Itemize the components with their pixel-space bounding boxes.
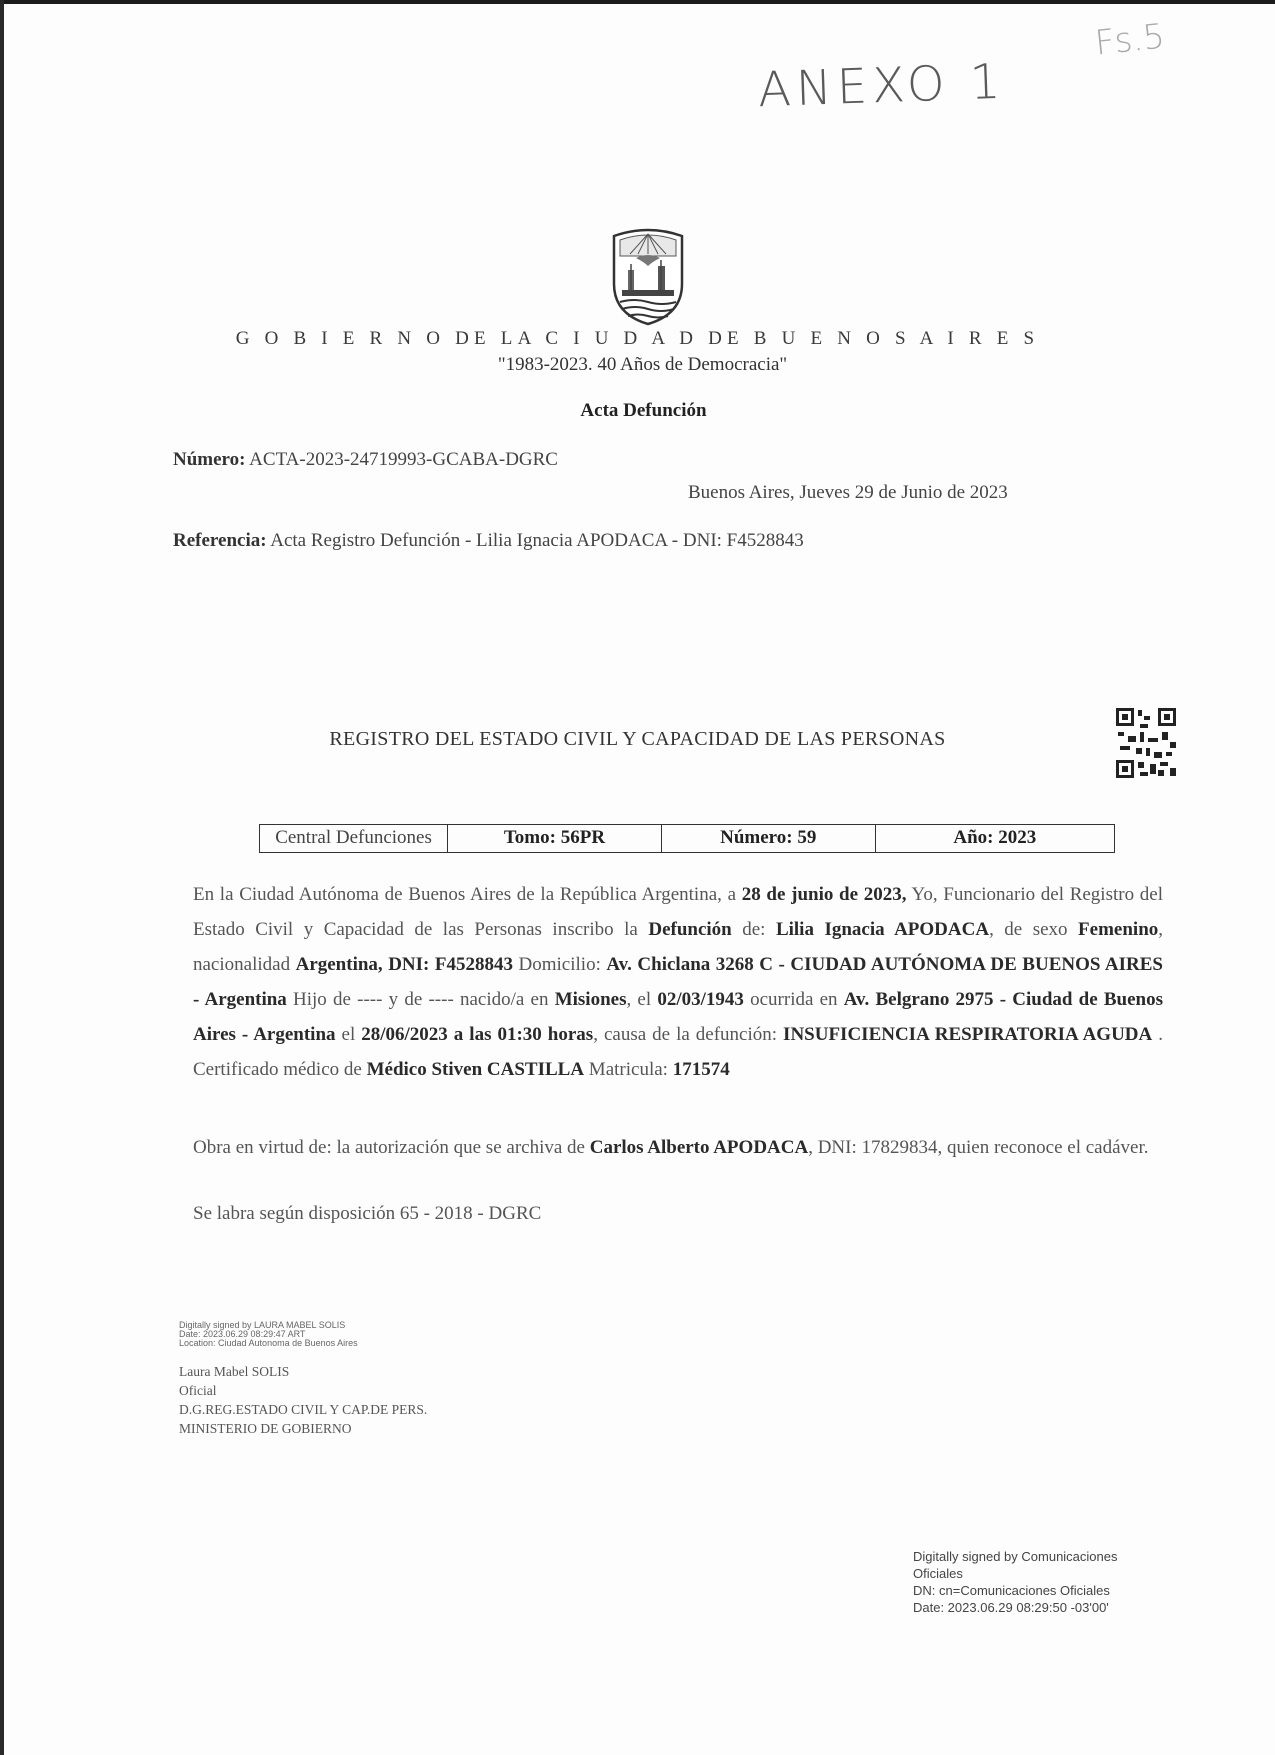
text-run: ocurrida en bbox=[743, 989, 844, 1010]
emphasized-text: INSUFICIENCIA RESPIRATORIA AGUDA bbox=[783, 1024, 1153, 1045]
text-run: Domicilio: bbox=[513, 954, 607, 975]
emphasized-text: Av. Belgrano 2975 - Ciudad de Buenos Aires - Argentina bbox=[193, 989, 1164, 1045]
digital-signature-official bbox=[179, 1321, 358, 1348]
registry-data-table bbox=[259, 824, 1115, 853]
signature-line: Location: Ciudad Autonoma de Buenos Aires bbox=[179, 1338, 358, 1348]
emphasized-text: Defunción bbox=[648, 919, 732, 940]
signer-ministry: MINISTERIO DE GOBIERNO bbox=[179, 1421, 352, 1436]
document-number-value: ACTA-2023-24719993-GCABA-DGRC bbox=[249, 449, 558, 470]
text-run: , el bbox=[626, 989, 658, 1010]
anio-cell: Año: 2023 bbox=[875, 825, 1114, 853]
signer-position: Oficial bbox=[179, 1383, 217, 1398]
signature-line: Digitally signed by LAURA MABEL SOLIS bbox=[179, 1320, 346, 1330]
text-run: , causa de la defunción: bbox=[593, 1024, 784, 1045]
text-run: En la Ciudad Autónoma de Buenos Aires de la República Argentina, a bbox=[193, 884, 742, 905]
anniversary-motto: "1983-2023. 40 Años de Democracia" bbox=[497, 354, 788, 375]
document-number-label: Número: bbox=[173, 449, 246, 470]
emphasized-text: Lilia Ignacia APODACA bbox=[775, 919, 990, 940]
text-run: de: bbox=[731, 919, 776, 940]
emphasized-text: Carlos Alberto APODACA bbox=[589, 1137, 809, 1158]
text-run: Matricula: bbox=[584, 1059, 673, 1080]
signature-line: Date: 2023.06.29 08:29:50 -03'00' bbox=[913, 1600, 1109, 1615]
authorization-paragraph bbox=[193, 1139, 1163, 1156]
text-run: Yo, Funcionario del Registro del Estado Civil y Capacidad de las Personas inscribo la bbox=[193, 884, 1163, 940]
emphasized-text: Av. Chiclana 3268 C - CIUDAD AUTÓNOMA DE BUENOS AIRES - Argentina bbox=[193, 954, 1163, 1010]
city-coat-of-arms-icon bbox=[608, 226, 688, 326]
text-run: . Certificado médico de bbox=[193, 1024, 1164, 1080]
document-number bbox=[173, 449, 558, 471]
emphasized-text: Argentina, DNI: F4528843 bbox=[295, 954, 513, 975]
disposition-line: Se labra según disposición 65 - 2018 - DGRC bbox=[193, 1203, 542, 1224]
official-signer-block bbox=[179, 1362, 427, 1438]
handwritten-folio-note: Fs.5 bbox=[1093, 16, 1167, 64]
emphasized-text: 28/06/2023 a las 01:30 horas bbox=[361, 1024, 594, 1045]
place-and-date bbox=[688, 482, 1008, 504]
signer-name: Laura Mabel SOLIS bbox=[179, 1364, 290, 1379]
text-run: el bbox=[335, 1024, 362, 1045]
reference-value: Acta Registro Defunción - Lilia Ignacia APODACA - DNI: F4528843 bbox=[270, 530, 804, 551]
emphasized-text: Femenino bbox=[1078, 919, 1159, 940]
tomo-cell: Tomo: 56PR bbox=[448, 825, 662, 853]
text-run: Hijo de ---- y de ---- nacido/a en bbox=[286, 989, 555, 1010]
reference-label: Referencia: bbox=[173, 530, 267, 551]
emphasized-text: 171574 bbox=[672, 1059, 730, 1080]
document-type-title: Acta Defunción bbox=[580, 400, 707, 421]
scan-edge-top bbox=[0, 0, 1275, 4]
text-run: , de sexo bbox=[989, 919, 1079, 940]
text-run: , DNI: 17829834, quien reconoce el cadáver. bbox=[808, 1137, 1149, 1158]
qr-code-icon bbox=[1116, 708, 1176, 778]
signature-line: Digitally signed by Comunicaciones Oficiales bbox=[913, 1549, 1118, 1581]
registry-title: REGISTRO DEL ESTADO CIVIL Y CAPACIDAD DE LAS PERSONAS bbox=[329, 728, 946, 750]
signature-line: Date: 2023.06.29 08:29:47 ART bbox=[179, 1329, 306, 1339]
government-heading: G O B I E R N O DE LA C I U D A D DE B U E N O S A I R E S bbox=[235, 328, 1040, 349]
emphasized-text: Misiones bbox=[554, 989, 627, 1010]
text-run: , nacionalidad bbox=[193, 919, 1164, 975]
registry-office-cell: Central Defunciones bbox=[260, 825, 448, 853]
signer-office: D.G.REG.ESTADO CIVIL Y CAP.DE PERS. bbox=[179, 1402, 428, 1417]
reference bbox=[173, 530, 804, 552]
place-label: Buenos Aires, bbox=[688, 482, 795, 503]
handwritten-annex-note: ANEXO 1 bbox=[757, 53, 1007, 119]
scan-edge-left bbox=[0, 0, 4, 1755]
text-run: Obra en virtud de: la autorización que se archiva de bbox=[193, 1137, 590, 1158]
numero-cell: Número: 59 bbox=[661, 825, 875, 853]
emphasized-text: 02/03/1943 bbox=[657, 989, 744, 1010]
emphasized-text: Médico Stiven CASTILLA bbox=[366, 1059, 585, 1080]
death-record-paragraph bbox=[193, 877, 1163, 1087]
digital-signature-comunicaciones bbox=[913, 1548, 1163, 1616]
date-value: Jueves 29 de Junio de 2023 bbox=[799, 482, 1008, 503]
table-row bbox=[260, 825, 1115, 853]
signature-line: DN: cn=Comunicaciones Oficiales bbox=[913, 1583, 1110, 1598]
emphasized-text: 28 de junio de 2023, bbox=[741, 884, 907, 905]
